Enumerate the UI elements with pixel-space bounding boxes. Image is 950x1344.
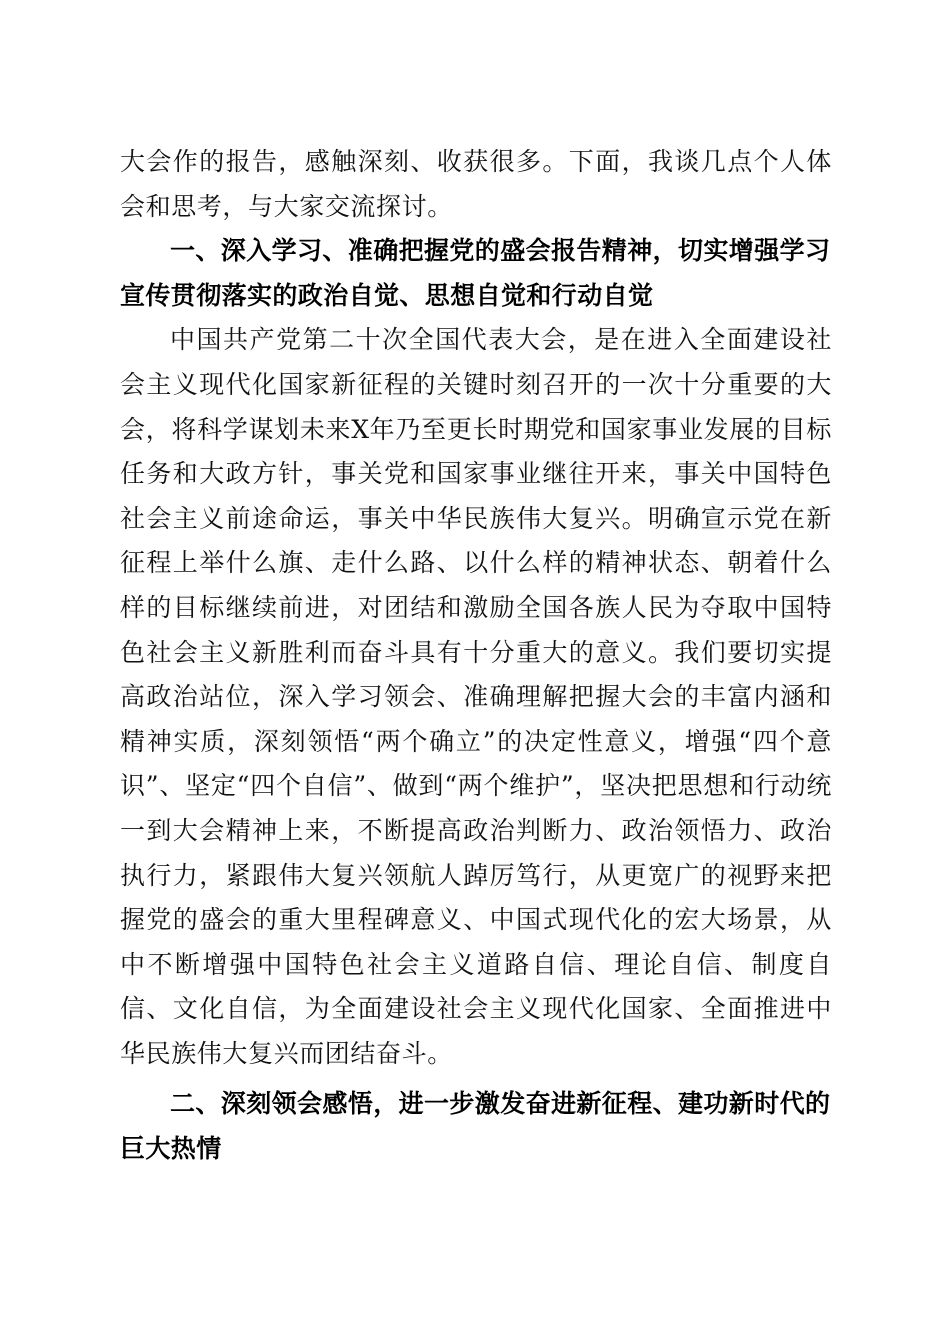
document-page	[120, 140, 832, 1172]
intro-continuation-paragraph: 大会作的报告，感触深刻、收获很多。下面，我谈几点个人体会和思考，与大家交流探讨。	[120, 147, 832, 221]
section-1-body-paragraph: 中国共产党第二十次全国代表大会，是在进入全面建设社会主义现代化国家新征程的关键时刻召开的一次十分重要的大会，将科学谋划未来X年乃至更长时期党和国家事业发展的目标任务和大政方针，事关党和国家事业继往开来，事关中国特色社会主义前途命运，事关中华民族伟大复兴。明确宣示党在新征程上举什么旗、走什么路、以什么样的精神状态、朝着什么样的目标继续前进，对团结和激励全国各族人民为夺取中国特色社会主义新胜利而奋斗具有十分重大的意义。我们要切实提高政治站位，深入学习领会、准确理解把握大会的丰富内涵和精神实质，深刻领悟“两个确立”的决定性意义，增强“四个意识”、坚定“四个自信”、做到“两个维护”，坚决把思想和行动统一到大会精神上来，不断提高政治判断力、政治领悟力、政治执行力，紧跟伟大复兴领航人踔厉笃行，从更宽广的视野来把握党的盛会的重大里程碑意义、中国式现代化的宏大场景，从中不断增强中国特色社会主义道路自信、理论自信、制度自信、文化自信，为全面建设社会主义现代化国家、全面推进中华民族伟大复兴而团结奋斗。	[120, 325, 832, 1068]
section-2-heading: 二、深刻领会感悟，进一步激发奋进新征程、建功新时代的巨大热情	[120, 1089, 831, 1164]
section-1-heading: 一、深入学习、准确把握党的盛会报告精神，切实增强学习宣传贯彻落实的政治自觉、思想自觉和行动自觉	[120, 236, 831, 310]
